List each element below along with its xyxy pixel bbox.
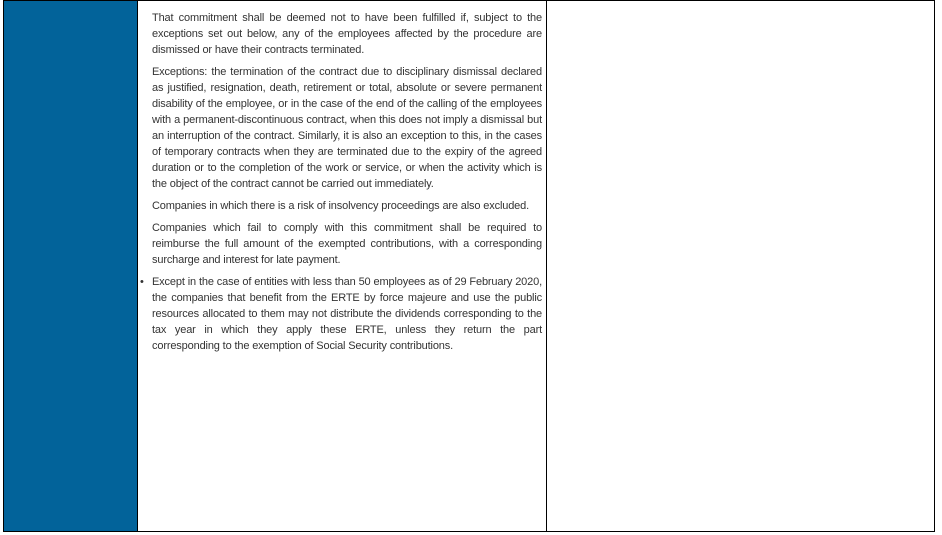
paragraph-commitment: That commitment shall be deemed not to have been fulfilled if, subject to the exceptions set out below, any of the employees affected by the procedure are dismissed or have their contracts terminated. [152,12,542,56]
bullet-item-dividends [140,274,542,354]
document-table [3,0,935,532]
paragraph-exceptions: Exceptions: the termination of the contract due to disciplinary dismissal declared as justified, resignation, death, retirement or total, absolute or severe permanent disability of the employee, or in the case of the end of the calling of the employees with a permanent-discontinuous contract, when this does not imply a dismissal but an interruption of the contract. Similarly, it is also an exception to this, in the cases of temporary contracts when they are terminated due to the expiry of the agreed duration or to the completion of the work or service, or when the activity which is the object of the contract cannot be carried out immediately. [152,66,542,190]
paragraph-reimburse: Companies which fail to comply with this commitment shall be required to reimburse the full amount of the exempted contributions, with a corresponding surcharge and interest for late payment. [152,222,542,266]
empty-cell [547,1,934,531]
bullet-icon: • [140,276,144,288]
blue-sidebar-cell [4,1,138,531]
cell-content [140,10,542,360]
bullet-text: Except in the case of entities with less than 50 employees as of 29 February 2020, the companies that benefit from the ERTE by force majeure and use the public resources allocated to them may not distribute the dividends corresponding to the tax year in which they apply these ERTE, unless they return the part corresponding to the exemption of Social Security contributions. [152,276,542,352]
text-cell [138,1,547,531]
paragraph-insolvency: Companies in which there is a risk of insolvency proceedings are also excluded. [152,200,530,212]
